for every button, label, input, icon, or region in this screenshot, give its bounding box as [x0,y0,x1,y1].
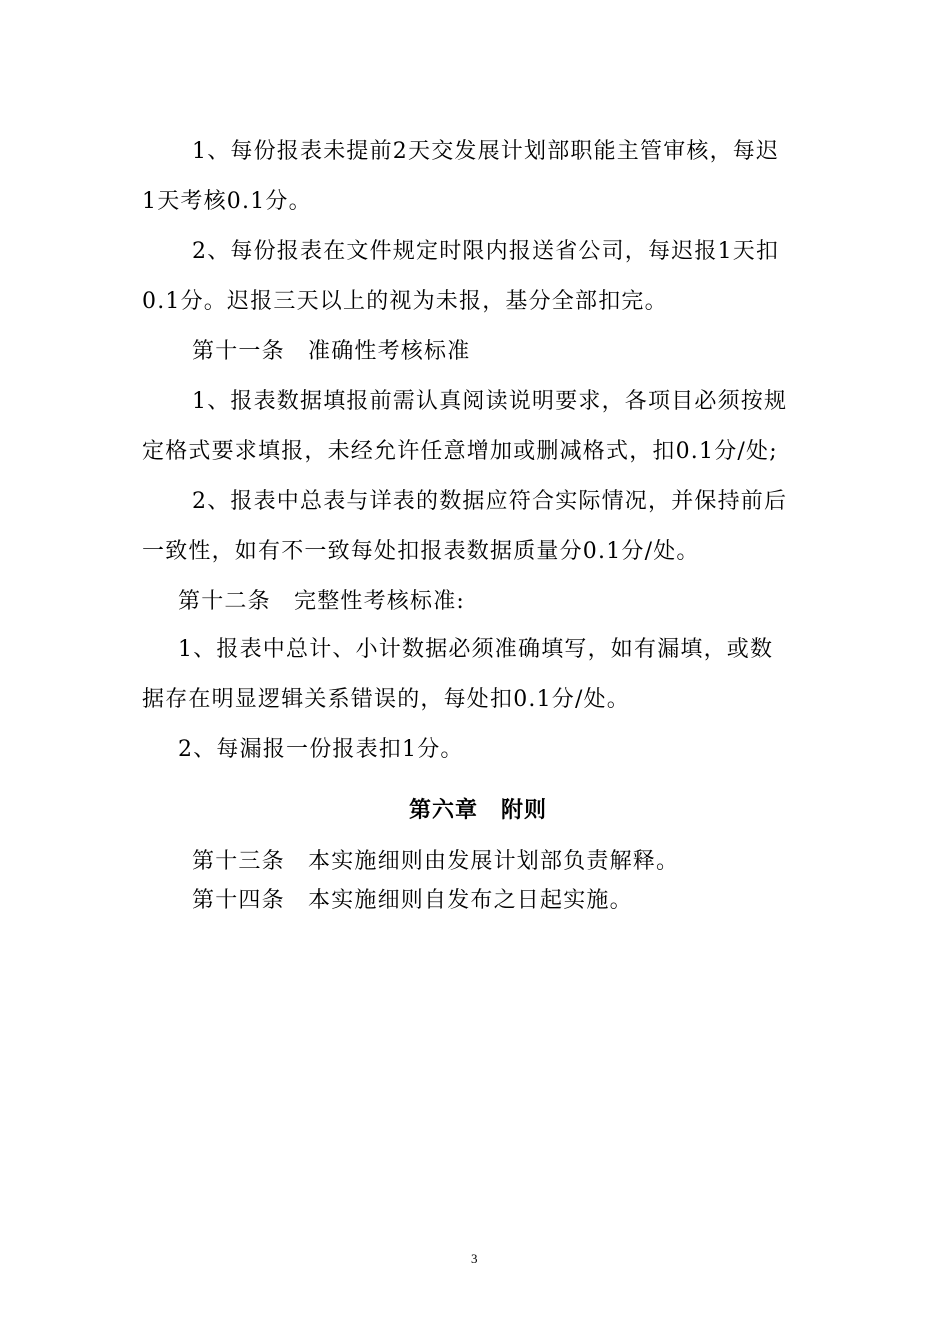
chapter-heading: 第六章 附则 [409,797,548,823]
paragraph-line-1: 1、每份报表未提前2天交发展计划部职能主管审核，每迟 [192,139,780,164]
page-number: 3 [471,1251,478,1266]
article-11-title: 第十一条 准确性考核标准 [192,339,471,364]
paragraph-line-12: 据存在明显逻辑关系错误的，每处扣0.1分/处。 [142,687,631,712]
paragraph-line-7: 定格式要求填报，未经允许任意增加或删减格式，扣0.1分/处; [142,439,778,464]
paragraph-line-11: 1、报表中总计、小计数据必须准确填写，如有漏填，或数 [178,637,774,662]
paragraph-line-6: 1、报表数据填报前需认真阅读说明要求，各项目必须按规 [192,389,788,414]
article-12-title: 第十二条 完整性考核标准: [178,589,466,614]
paragraph-line-9: 一致性，如有不一致每处扣报表数据质量分0.1分/处。 [142,539,700,564]
paragraph-line-3: 2、每份报表在文件规定时限内报送省公司，每迟报1天扣 [192,239,780,264]
paragraph-line-13: 2、每漏报一份报表扣1分。 [178,737,464,762]
article-14: 第十四条 本实施细则自发布之日起实施。 [192,888,633,913]
paragraph-line-4: 0.1分。迟报三天以上的视为未报，基分全部扣完。 [142,289,668,314]
paragraph-line-2: 1天考核0.1分。 [142,189,312,214]
paragraph-line-8: 2、报表中总表与详表的数据应符合实际情况，并保持前后 [192,489,788,514]
article-13: 第十三条 本实施细则由发展计划部负责解释。 [192,849,680,874]
